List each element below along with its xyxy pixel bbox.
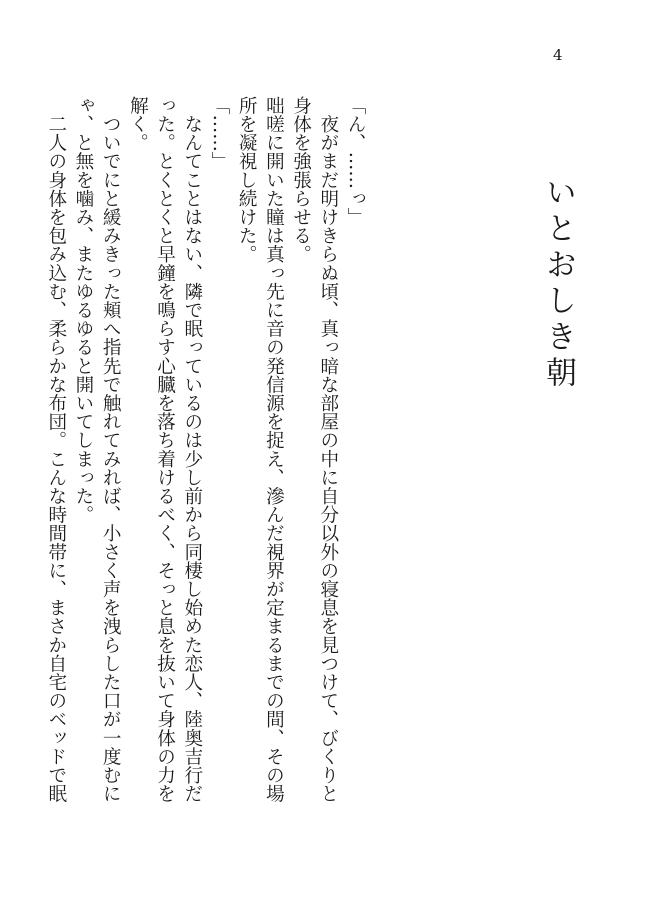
chapter-title: いとおしき朝: [540, 176, 576, 392]
paragraph-line: ゃ、と無を噛み、またゆるゆると開いてしまった。: [72, 96, 94, 524]
paragraph-line: 「……」: [208, 96, 230, 171]
paragraph-line: なんてことはない、隣で眠っているのは少し前から同棲し始めた恋人、陸奥吉行だ: [181, 96, 203, 803]
paragraph-line: った。とくとくと早鐘を鳴らす心臓を落ち着けるべく、そっと息を抜いて身体の力を: [154, 96, 176, 803]
paragraph-line: 解く。: [127, 96, 149, 152]
page-number: 4: [553, 46, 563, 64]
paragraph-line: 夜がまだ明けきらぬ頃、真っ暗な部屋の中に自分以外の寝息を見つけて、びくりと: [317, 96, 339, 803]
paragraph-line: 所を凝視し続けた。: [236, 96, 258, 264]
paragraph-line: 「ん、……っ」: [345, 96, 366, 227]
body-text: [43, 96, 369, 836]
paragraph-line: 咄嗟に開いた瞳は真っ先に音の発信源を捉え、滲んだ視界が定まるまでの間、その場: [263, 96, 285, 803]
paragraph-line: 身体を強張らせる。: [290, 96, 312, 264]
paragraph-line: 二人の身体を包み込む、柔らかな布団。こんな時間帯に、まさか自宅のベッドで眠: [45, 96, 67, 803]
paragraph-line: ついでにと緩みきった頬へ指先で触れてみれば、小さく声を洩らした口が一度むに: [100, 96, 122, 803]
